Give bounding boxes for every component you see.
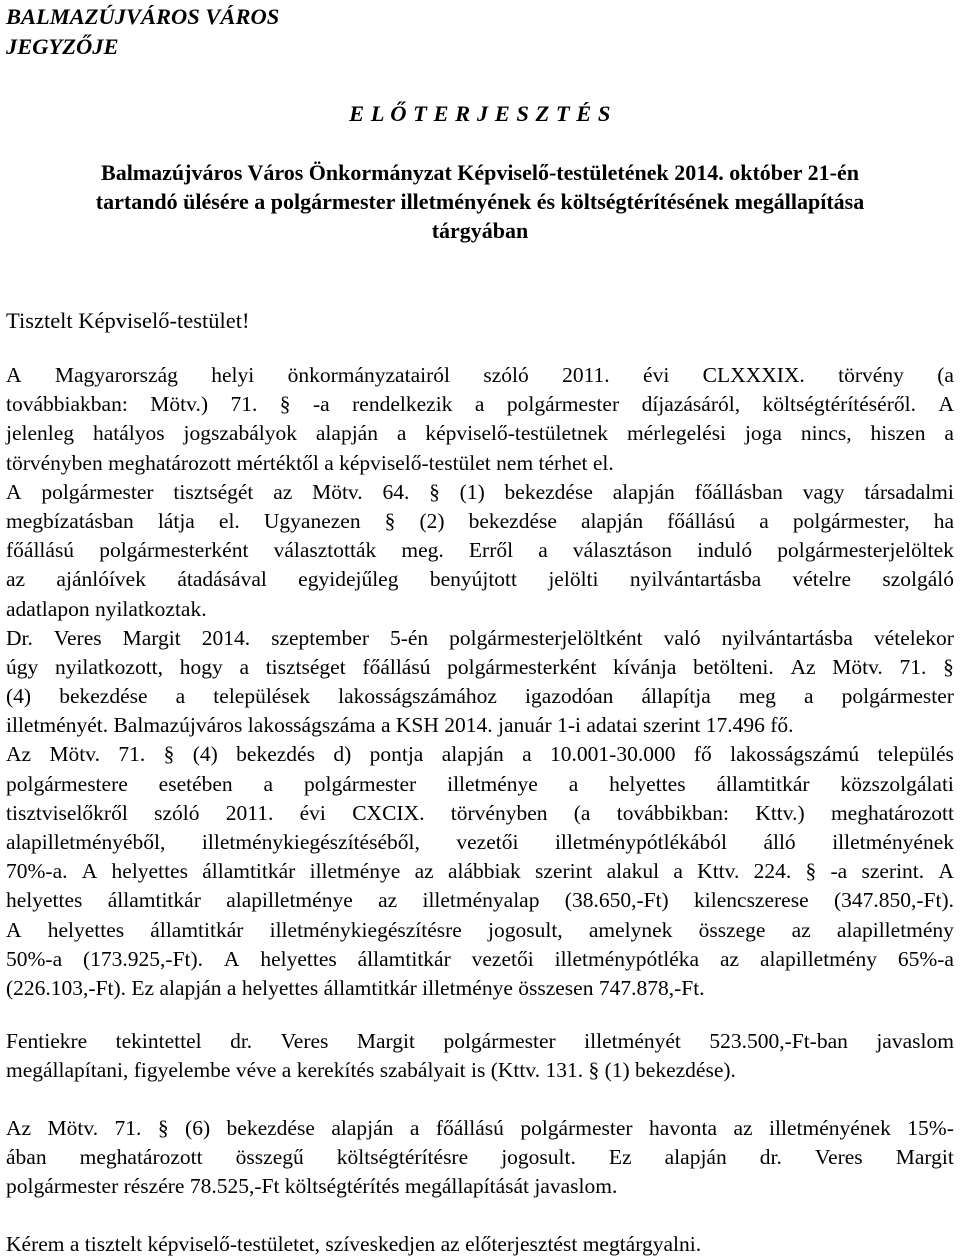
word: § bbox=[163, 742, 175, 767]
word: jogosult. bbox=[501, 1145, 576, 1170]
word: CXCIX. bbox=[352, 800, 425, 825]
word: helyettes bbox=[47, 917, 125, 942]
word: az bbox=[378, 888, 398, 913]
word: lakosságszámához bbox=[338, 684, 497, 709]
word: a bbox=[396, 421, 407, 446]
word: (4) bbox=[192, 742, 218, 767]
word: hiszen bbox=[870, 421, 926, 446]
word: lakosságszámú bbox=[730, 742, 860, 767]
word: az bbox=[6, 567, 26, 592]
word: szóló bbox=[154, 800, 200, 825]
word: társadalmi bbox=[864, 479, 954, 504]
word: § bbox=[943, 654, 954, 679]
word: dr. bbox=[230, 1029, 253, 1053]
word: illetményének bbox=[769, 1116, 891, 1140]
word: induló bbox=[697, 538, 753, 563]
closing-request bbox=[6, 1230, 954, 1259]
word: havonta bbox=[649, 1116, 718, 1140]
word: (173.925,-Ft). bbox=[83, 946, 204, 971]
word: Dr. bbox=[6, 625, 33, 650]
word: helyettes bbox=[260, 946, 337, 971]
word: állapítja bbox=[641, 684, 711, 709]
word: helyettes bbox=[6, 888, 83, 913]
word: § bbox=[429, 479, 440, 504]
word: törvényben bbox=[450, 800, 548, 825]
word: amelynek bbox=[588, 917, 673, 942]
body-line bbox=[6, 390, 954, 419]
word: alapján bbox=[612, 479, 675, 504]
word: való bbox=[663, 625, 701, 650]
word: 5-én bbox=[389, 625, 429, 650]
word: szeptember bbox=[271, 625, 369, 650]
word: Az bbox=[6, 1116, 32, 1140]
expense-paragraph bbox=[6, 1114, 954, 1202]
word: el. bbox=[218, 508, 240, 533]
word: d) bbox=[333, 742, 352, 767]
word: jogszabályok bbox=[183, 421, 297, 446]
word: (1) bbox=[459, 479, 485, 504]
word: meg bbox=[738, 684, 776, 709]
word: államtitkár bbox=[357, 946, 451, 971]
body-line: adatlapon nyilatkoztak. bbox=[6, 596, 207, 621]
word: bekezdése bbox=[226, 1116, 315, 1140]
word: dr. bbox=[759, 1145, 782, 1170]
word: illetménykiegészítéséből, bbox=[201, 830, 420, 854]
word: bekezdése bbox=[468, 508, 557, 533]
word: A bbox=[938, 859, 954, 884]
word: illetménypótlékából bbox=[554, 830, 727, 854]
word: kívánja bbox=[613, 654, 677, 679]
word: (a bbox=[937, 363, 954, 387]
title-line: tárgyában bbox=[431, 218, 529, 243]
word: 2011. bbox=[562, 363, 610, 387]
word: § bbox=[279, 392, 291, 417]
word: Erről bbox=[468, 538, 514, 563]
body-line bbox=[6, 361, 954, 390]
word: a bbox=[522, 742, 532, 767]
body-line bbox=[6, 799, 954, 828]
word: helyettes bbox=[111, 859, 188, 884]
word: A bbox=[81, 859, 98, 884]
body-line: (226.103,-Ft). Ez alapján a helyettes államtitkár illetménye összesen 747.878,-Ft. bbox=[6, 975, 705, 1000]
proposal-paragraph bbox=[6, 1027, 954, 1085]
word: polgármester bbox=[443, 1029, 556, 1053]
body-line bbox=[6, 857, 954, 886]
word: rendelkezik bbox=[352, 392, 453, 417]
body-line bbox=[6, 828, 954, 857]
word: költségtérítéséről. bbox=[762, 392, 916, 417]
word: az bbox=[414, 859, 434, 884]
word: A bbox=[223, 946, 240, 971]
word: 10.001-30.000 bbox=[550, 742, 676, 767]
issuer-line-2: JEGYZŐJE bbox=[6, 34, 119, 59]
word: Veres bbox=[280, 1029, 329, 1053]
word: benyújtott bbox=[429, 567, 517, 592]
word: esetében bbox=[158, 771, 233, 796]
word: Veres bbox=[814, 1145, 863, 1170]
word: tisztséget bbox=[265, 654, 346, 679]
word: polgármester bbox=[41, 479, 154, 504]
main-paragraph bbox=[6, 361, 954, 1003]
word: főállású bbox=[435, 1116, 504, 1140]
word: 70%-a. bbox=[6, 859, 68, 884]
word: 2011. bbox=[225, 800, 274, 825]
word: bekezdése bbox=[504, 479, 593, 504]
body-line bbox=[6, 507, 954, 536]
word: -a bbox=[312, 392, 330, 417]
word: Veres bbox=[53, 625, 102, 650]
word: polgármester, bbox=[792, 508, 910, 533]
word: Kttv.) bbox=[755, 800, 805, 825]
word: polgármester bbox=[520, 1116, 633, 1140]
word: a bbox=[673, 859, 683, 884]
word: a bbox=[759, 508, 769, 533]
body-line bbox=[6, 536, 954, 565]
word: Mötv. bbox=[49, 742, 101, 767]
word: ha bbox=[933, 508, 954, 533]
word: nyilvántartásba bbox=[721, 625, 853, 650]
title-line: Balmazújváros Város Önkormányzat Képviselő-testületének 2014. október 21-én bbox=[101, 160, 859, 185]
word: mérlegelési bbox=[626, 421, 727, 446]
word: meg. bbox=[401, 538, 444, 563]
word: A bbox=[938, 392, 954, 417]
word: tisztviselőkről bbox=[6, 800, 128, 825]
word: egyidejűleg bbox=[298, 567, 399, 592]
word: illetménye bbox=[447, 771, 538, 796]
word: 523.500,-Ft-ban bbox=[709, 1029, 848, 1053]
word: évi bbox=[643, 363, 670, 387]
word: a bbox=[175, 684, 186, 709]
word: 71. bbox=[899, 654, 927, 679]
word: alapján bbox=[581, 508, 644, 533]
word: fő bbox=[693, 742, 712, 767]
word: polgármesterjelöltként bbox=[449, 625, 643, 650]
word: Mötv. bbox=[47, 1116, 99, 1140]
word: Margit bbox=[895, 1145, 954, 1170]
body-line bbox=[6, 1143, 954, 1172]
word: választották bbox=[273, 538, 377, 563]
body-line: polgármester részére 78.525,-Ft költségtérítés megállapítását javaslom. bbox=[6, 1174, 618, 1199]
word: a bbox=[944, 421, 954, 446]
word: önkormányzatairól bbox=[287, 363, 450, 387]
word: átadásával bbox=[177, 567, 267, 592]
word: az bbox=[733, 1116, 753, 1140]
word: 71. bbox=[230, 392, 258, 417]
document-title bbox=[0, 158, 960, 245]
body-line bbox=[6, 624, 954, 653]
word: Mötv. bbox=[832, 654, 883, 679]
word: 15%- bbox=[907, 1116, 954, 1140]
word: a bbox=[474, 392, 485, 417]
body-line bbox=[6, 886, 954, 915]
word: főállású bbox=[6, 538, 75, 563]
word: főállású bbox=[667, 508, 736, 533]
word: § bbox=[384, 508, 396, 533]
word: igazodóan bbox=[525, 684, 614, 709]
word: javaslom bbox=[876, 1029, 954, 1053]
word: pontja bbox=[369, 742, 424, 767]
word: meghatározott bbox=[830, 800, 954, 825]
word: szerint. bbox=[861, 859, 925, 884]
word: úgy bbox=[6, 654, 39, 679]
word: joga bbox=[744, 421, 782, 446]
word: megbízatásban bbox=[6, 508, 134, 533]
word: ában bbox=[6, 1145, 47, 1170]
word: látja bbox=[157, 508, 195, 533]
word: a bbox=[568, 771, 579, 796]
body-line bbox=[6, 1114, 954, 1143]
body-line bbox=[6, 740, 954, 769]
word: az bbox=[791, 917, 811, 942]
word: költségtérítésre bbox=[336, 1145, 469, 1170]
word: vételekor bbox=[873, 625, 954, 650]
body-line bbox=[6, 770, 954, 799]
word: törvény bbox=[838, 363, 904, 387]
word: 224. bbox=[753, 859, 792, 884]
word: (4) bbox=[6, 684, 32, 709]
body-line bbox=[6, 653, 954, 682]
word: összege bbox=[698, 917, 766, 942]
word: CLXXXIX. bbox=[702, 363, 805, 387]
word: 71. bbox=[114, 1116, 142, 1140]
word: betölteni. bbox=[693, 654, 774, 679]
word: illetményét bbox=[584, 1029, 681, 1053]
word: alapján bbox=[315, 421, 378, 446]
word: Az bbox=[790, 654, 816, 679]
word: képviselő-testületnek bbox=[425, 421, 609, 446]
word: hatályos bbox=[92, 421, 165, 446]
word: államtitkár bbox=[202, 859, 296, 884]
word: meghatározott bbox=[79, 1145, 203, 1170]
salutation: Tisztelt Képviselő-testület! bbox=[6, 308, 250, 333]
word: Mötv.) bbox=[150, 392, 208, 417]
word: 71. bbox=[118, 742, 146, 767]
word: jelenleg bbox=[6, 421, 75, 446]
body-line: Kérem a tisztelt képviselő-testületet, szíveskedjen az előterjesztést megtárgyalni. bbox=[6, 1232, 702, 1256]
word: Margit bbox=[356, 1029, 415, 1053]
word: A bbox=[6, 479, 22, 504]
word: Mötv. bbox=[312, 479, 363, 504]
word: illetménypótléka bbox=[554, 946, 700, 971]
word: (6) bbox=[185, 1116, 211, 1140]
word: Margit bbox=[122, 625, 181, 650]
word: Magyarország bbox=[54, 363, 178, 387]
word: főállásban bbox=[694, 479, 783, 504]
body-line bbox=[6, 565, 954, 594]
word: alapilletmény bbox=[836, 917, 954, 942]
word: nyilvántartásba bbox=[629, 567, 762, 592]
word: polgármester bbox=[506, 392, 620, 417]
word: államtitkár bbox=[716, 771, 810, 796]
word: helyi bbox=[211, 363, 255, 387]
word: vezetői bbox=[456, 830, 519, 854]
body-line: megállapítani, figyelembe véve a kerekítés szabályait is (Kttv. 131. § (1) bekezdése). bbox=[6, 1058, 736, 1083]
word: évi bbox=[299, 800, 326, 825]
word: jogosult, bbox=[488, 917, 563, 942]
word: alábbiak bbox=[447, 859, 521, 884]
word: vagy bbox=[802, 479, 845, 504]
word: hogy bbox=[179, 654, 223, 679]
body-line bbox=[6, 945, 954, 974]
word: bekezdés bbox=[236, 742, 315, 767]
body-line bbox=[6, 419, 954, 448]
word: a bbox=[538, 538, 548, 563]
word: települések bbox=[213, 684, 311, 709]
word: Az bbox=[6, 742, 32, 767]
word: (38.650,-Ft) bbox=[564, 888, 669, 913]
word: § bbox=[805, 859, 817, 884]
word: szolgáló bbox=[882, 567, 954, 592]
word: A bbox=[6, 917, 22, 942]
body-line: illetményét. Balmazújváros lakosságszáma a KSH 2014. január 1-i adatai szerint 17.496 fő. bbox=[6, 713, 794, 738]
word: az bbox=[719, 946, 740, 971]
word: a bbox=[804, 684, 814, 709]
word: Fentiekre bbox=[6, 1029, 88, 1053]
word: vételre bbox=[792, 567, 851, 592]
word: (347.850,-Ft). bbox=[833, 888, 954, 913]
word: illetményének bbox=[832, 830, 954, 854]
word: ajánlóívek bbox=[56, 567, 146, 592]
word: a bbox=[409, 1116, 420, 1140]
body-line bbox=[6, 1027, 954, 1056]
word: továbbiakban: bbox=[6, 392, 128, 417]
word: polgármester bbox=[303, 771, 417, 796]
word: alapján bbox=[331, 1116, 394, 1140]
word: összegű bbox=[235, 1145, 304, 1170]
word: továbbikban: bbox=[616, 800, 730, 825]
issuer-line-1: BALMAZÚJVÁROS VÁROS bbox=[6, 4, 280, 29]
word: államtitkár bbox=[150, 917, 244, 942]
word: közszolgálati bbox=[840, 771, 954, 796]
word: polgármesterjelöltek bbox=[777, 538, 954, 563]
word: Ugyanezen bbox=[263, 508, 361, 533]
word: főállású bbox=[362, 654, 431, 679]
word: szerint bbox=[535, 859, 593, 884]
word: nincs, bbox=[800, 421, 852, 446]
word: tekintettel bbox=[115, 1029, 202, 1053]
word: polgármesterként bbox=[99, 538, 249, 563]
word: polgármester bbox=[841, 684, 954, 709]
word: 64. bbox=[382, 479, 410, 504]
word: az bbox=[273, 479, 293, 504]
word: jelölti bbox=[548, 567, 599, 592]
word: alapilletménye bbox=[226, 888, 353, 913]
word: alakul bbox=[606, 859, 660, 884]
word: álló bbox=[763, 830, 796, 854]
word: (2) bbox=[419, 508, 445, 533]
word: illetménykiegészítésre bbox=[269, 917, 462, 942]
document-type-heading: E L Ő T E R J E S Z T É S bbox=[349, 101, 611, 126]
word: alapján bbox=[664, 1145, 727, 1170]
word: (a bbox=[573, 800, 591, 825]
word: a bbox=[263, 771, 274, 796]
word: alapján bbox=[441, 742, 504, 767]
word: 65%-a bbox=[897, 946, 954, 971]
title-line: tartandó ülésére a polgármester illetményének és költségtérítésének megállapítása bbox=[95, 189, 865, 214]
word: Kttv. bbox=[697, 859, 740, 884]
word: alapilletményéből, bbox=[6, 830, 166, 854]
body-line bbox=[6, 916, 954, 945]
word: tisztségét bbox=[173, 479, 254, 504]
word: a bbox=[239, 654, 249, 679]
word: polgármesterként bbox=[447, 654, 597, 679]
word: -a bbox=[830, 859, 848, 884]
word: § bbox=[157, 1116, 169, 1140]
word: bekezdése bbox=[59, 684, 148, 709]
word: alapilletmény bbox=[759, 946, 877, 971]
word: kilencszerese bbox=[694, 888, 809, 913]
word: választáson bbox=[572, 538, 673, 563]
word: település bbox=[877, 742, 954, 767]
word: A bbox=[6, 363, 22, 387]
word: 50%-a bbox=[6, 946, 63, 971]
word: Ez bbox=[608, 1145, 632, 1170]
word: vezetői bbox=[471, 946, 534, 971]
body-line: törvényben meghatározott mértéktől a képviselő-testület nem térhet el. bbox=[6, 450, 614, 475]
word: illetménye bbox=[309, 859, 401, 884]
word: helyettes bbox=[609, 771, 686, 796]
word: 2014. bbox=[201, 625, 251, 650]
word: polgármestere bbox=[6, 771, 128, 796]
body-line bbox=[6, 682, 954, 711]
word: díjazásáról, bbox=[641, 392, 741, 417]
body-line bbox=[6, 478, 954, 507]
word: illetményalap bbox=[422, 888, 540, 913]
word: államtitkár bbox=[107, 888, 201, 913]
word: szóló bbox=[483, 363, 529, 387]
word: nyilatkozott, bbox=[54, 654, 164, 679]
